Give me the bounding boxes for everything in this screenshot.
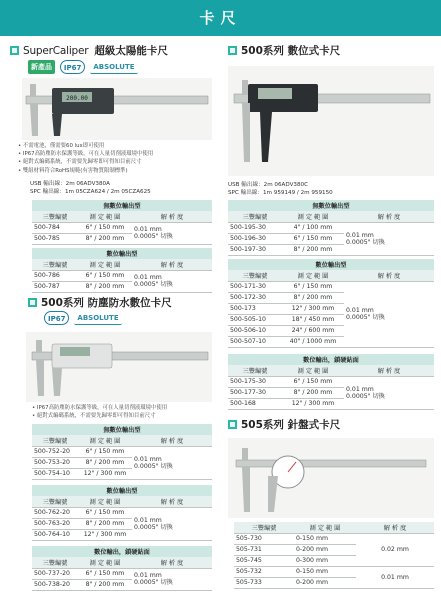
- cell-range: 8" / 200 mm: [282, 292, 344, 303]
- cell-res: [132, 222, 212, 244]
- cell-range: 8" / 200 mm: [78, 518, 132, 529]
- col-res: 解 析 度: [344, 211, 434, 222]
- note-line: • 絕對式編碼系統，不需要先歸零即可得知目前尺寸: [32, 413, 156, 420]
- spc-cable-line: SPC 輸出線：1m 05CZA624 / 2m 05CZA625: [30, 188, 151, 195]
- supercaliper-brand: SuperCaliper: [23, 45, 89, 57]
- cell-code: 500-762-20: [32, 507, 78, 518]
- dial505-table: [234, 522, 434, 589]
- res-mm: 0.01 mm: [134, 572, 162, 579]
- cell-res: [344, 281, 434, 347]
- table-row: [32, 222, 212, 233]
- cell-code: 505-730: [234, 533, 294, 544]
- table-row: [32, 446, 212, 457]
- cell-res: 0.01 mm: [356, 566, 434, 588]
- cell-res: [132, 507, 212, 540]
- cell-code: 500-786: [32, 270, 78, 281]
- res-mm: 0.01 mm: [134, 516, 162, 524]
- supercaliper-notes: [18, 142, 153, 175]
- res-mm: 0.01 mm: [134, 274, 162, 281]
- cell-range: 8" / 200 mm: [78, 579, 132, 590]
- supercaliper-title: 超級太陽能卡尺: [94, 45, 168, 57]
- cell-code: 500-738-20: [32, 579, 78, 590]
- waterproof-title: 500系列 防塵防水數位卡尺: [41, 297, 172, 309]
- section-square-icon: [28, 298, 37, 307]
- cell-code: 505-732: [234, 566, 294, 577]
- res-inch: 0.0005" 切換: [134, 579, 173, 586]
- col-res: 解 析 度: [132, 496, 212, 507]
- cell-code: 500-171-30: [228, 281, 282, 292]
- cell-code: 500-168: [228, 398, 282, 409]
- cell-range: 12" / 300 mm: [282, 303, 344, 314]
- cell-range: 0-200 mm: [294, 577, 356, 588]
- cell-res: [132, 270, 212, 292]
- cell-code: 500-784: [32, 222, 78, 233]
- cell-code: 500-173: [228, 303, 282, 314]
- cell-code: 500-507-10: [228, 336, 282, 347]
- res-mm: 0.01 mm: [346, 231, 374, 239]
- col-res: 解 析 度: [356, 522, 434, 533]
- supercaliper-badges: [28, 60, 141, 76]
- res-inch: 0.0005" 切換: [134, 233, 173, 240]
- cell-res: 0.02 mm: [356, 533, 434, 566]
- cell-code: 500-787: [32, 281, 78, 292]
- col-code: 三豐編號: [228, 270, 282, 281]
- col-range: 測 定 範 圍: [294, 522, 356, 533]
- cell-range: 6" / 150 mm: [282, 233, 344, 244]
- note-line: • IP67高防塵防水保護等級，可在人量切削液環境中使用: [32, 405, 168, 411]
- table-group-title: 數位輸出型: [228, 259, 434, 270]
- col-range: 測 定 範 圍: [78, 496, 132, 507]
- series500-table-3: [228, 354, 434, 410]
- cell-res: [344, 222, 434, 255]
- section-square-icon: [228, 420, 237, 429]
- cell-code: 500-196-30: [228, 233, 282, 244]
- table-group-title: 無數位輸出型: [32, 200, 212, 211]
- col-res: 解 析 度: [344, 270, 434, 281]
- table-row: [32, 270, 212, 281]
- cell-range: 6" / 150 mm: [282, 376, 344, 387]
- usb-cable-line: USB 輸出線：2m 06ADV380C: [228, 182, 308, 188]
- res-inch: 0.0005" 切換: [346, 314, 385, 321]
- cell-res: [132, 446, 212, 479]
- col-code: 三豐編號: [32, 435, 78, 446]
- cell-code: 500-764-10: [32, 529, 78, 540]
- note-line: • 不需電池，僅需要60 lux即可使用: [18, 143, 105, 149]
- note-line: • IP67高防塵防水保護等級，可在人量切削液環境中使用: [18, 151, 154, 158]
- cell-code: 500-753-20: [32, 457, 78, 468]
- cell-code: 500-763-20: [32, 518, 78, 529]
- col-res: 解 析 度: [132, 211, 212, 222]
- cell-range: 0-150 mm: [294, 533, 356, 544]
- cell-range: 8" / 200 mm: [78, 281, 132, 292]
- cell-range: 8" / 200 mm: [78, 457, 132, 468]
- col-res: 解 析 度: [132, 557, 212, 568]
- cell-code: 500-175-30: [228, 376, 282, 387]
- cell-range: 18" / 450 mm: [282, 314, 344, 325]
- waterproof-table-3: [32, 546, 212, 591]
- col-range: 測 定 範 圍: [282, 365, 344, 376]
- series500-heading: [228, 44, 340, 58]
- res-inch: 0.0005" 切換: [134, 523, 173, 531]
- table-row: [234, 566, 434, 577]
- cell-range: 24" / 600 mm: [282, 325, 344, 336]
- table-group-title: 無數位輸出型: [32, 424, 212, 435]
- res-inch: 0.0005" 切換: [134, 462, 173, 470]
- supercaliper-table-1: [32, 200, 212, 245]
- series500-table-1: [228, 200, 434, 256]
- waterproof-badges: [44, 311, 125, 327]
- table-group-title: 無數位輸出型: [228, 200, 434, 211]
- absolute-logo: ABSOLUTE: [74, 311, 121, 325]
- note-line: • 雙組材料符合RoHS規範(有害物質限制標準): [18, 167, 128, 174]
- caliper-icon: [228, 66, 434, 176]
- cell-range: 6" / 150 mm: [78, 222, 132, 233]
- series500-caliper-photo: [228, 66, 434, 176]
- cell-range: 4" / 100 mm: [282, 222, 344, 233]
- col-res: 解 析 度: [132, 435, 212, 446]
- cell-range: 0-200 mm: [294, 544, 356, 555]
- res-inch: 0.0005" 切換: [346, 238, 385, 246]
- res-mm: 0.01 mm: [134, 455, 162, 463]
- table-row: [32, 568, 212, 579]
- usb-cable-line: USB 輸出線：2m 06ADV380A: [30, 181, 110, 187]
- col-res: 解 析 度: [132, 259, 212, 270]
- cell-code: 500-754-10: [32, 468, 78, 479]
- dial505-heading: [228, 418, 340, 432]
- waterproof-caliper-photo: [26, 332, 212, 402]
- supercaliper-photo: [22, 78, 212, 140]
- dial505-title: 505系列 針盤式卡尺: [241, 419, 341, 431]
- col-code: 三豐編號: [32, 211, 78, 222]
- section-square-icon: [228, 46, 237, 55]
- waterproof-heading: [28, 296, 172, 310]
- caliper-icon: [228, 438, 434, 518]
- cell-range: 12" / 300 mm: [78, 529, 132, 540]
- cell-range: 8" / 200 mm: [282, 387, 344, 398]
- table-group-title: 數位輸出型: [32, 485, 212, 496]
- series500-title: 500系列 數位式卡尺: [241, 45, 341, 57]
- cell-range: 8" / 200 mm: [282, 244, 344, 255]
- ip67-badge: IP67: [44, 311, 69, 325]
- res-inch: 0.0005" 切換: [134, 281, 173, 288]
- caliper-icon: [22, 78, 212, 140]
- col-res: 解 析 度: [344, 365, 434, 376]
- waterproof-table-1: [32, 424, 212, 480]
- table-row: [234, 533, 434, 544]
- series500-cables: [228, 182, 333, 197]
- page-title: 卡尺: [199, 9, 242, 27]
- col-code: 三豐編號: [234, 522, 294, 533]
- cell-range: 6" / 150 mm: [78, 568, 132, 579]
- ip67-badge: IP67: [60, 60, 85, 74]
- dial-caliper-photo: [228, 438, 434, 518]
- table-row: [228, 281, 434, 292]
- cell-code: 500-177-30: [228, 387, 282, 398]
- series500-table-2: [228, 259, 434, 348]
- cell-res: [132, 568, 212, 590]
- title-banner: [0, 0, 441, 36]
- table-group-title: 數位輸出，鎖硬鉆面: [32, 546, 212, 557]
- cell-code: 500-506-10: [228, 325, 282, 336]
- col-code: 三豐編號: [32, 557, 78, 568]
- new-product-badge: 新產品: [28, 60, 55, 74]
- table-group-title: 數位輸出，鎖硬鉆面: [228, 354, 434, 365]
- supercaliper-table-2: [32, 248, 212, 293]
- cell-code: 500-195-30: [228, 222, 282, 233]
- supercaliper-display: 200.00: [66, 95, 88, 102]
- note-line: • 絕對式編碼系統，不需要先歸零即可得知目前尺寸: [18, 159, 142, 166]
- cell-range: 0-150 mm: [294, 566, 356, 577]
- waterproof-notes: [32, 404, 167, 420]
- supercaliper-heading: [10, 44, 168, 58]
- cell-range: 8" / 200 mm: [78, 233, 132, 244]
- cell-range: 12" / 300 mm: [78, 468, 132, 479]
- col-range: 測 定 範 圍: [78, 259, 132, 270]
- cell-range: 6" / 150 mm: [78, 446, 132, 457]
- cell-code: 505-733: [234, 577, 294, 588]
- col-code: 三豐編號: [32, 496, 78, 507]
- cell-code: 500-737-20: [32, 568, 78, 579]
- res-mm: 0.01 mm: [346, 307, 374, 314]
- cell-range: 12" / 300 mm: [282, 398, 344, 409]
- res-inch: 0.0005" 切換: [346, 392, 385, 400]
- col-range: 測 定 範 圍: [78, 435, 132, 446]
- cell-code: 505-745: [234, 555, 294, 566]
- col-code: 三豐編號: [32, 259, 78, 270]
- spc-cable-line: SPC 輸出線：1m 959149 / 2m 959150: [228, 189, 333, 196]
- col-range: 測 定 範 圍: [78, 211, 132, 222]
- col-code: 三豐編號: [228, 365, 282, 376]
- waterproof-table-2: [32, 485, 212, 541]
- table-group-title: 數位輸出型: [32, 248, 212, 259]
- col-range: 測 定 範 圍: [282, 270, 344, 281]
- cell-range: 6" / 150 mm: [78, 270, 132, 281]
- cell-code: 500-505-10: [228, 314, 282, 325]
- table-row: [228, 222, 434, 233]
- cell-range: 6" / 150 mm: [282, 281, 344, 292]
- cell-res: [344, 376, 434, 409]
- cell-code: 500-785: [32, 233, 78, 244]
- col-code: 三豐編號: [228, 211, 282, 222]
- res-mm: 0.01 mm: [346, 385, 374, 393]
- col-range: 測 定 範 圍: [282, 211, 344, 222]
- cell-range: 0-300 mm: [294, 555, 356, 566]
- cell-range: 40" / 1000 mm: [282, 336, 344, 347]
- col-range: 測 定 範 圍: [78, 557, 132, 568]
- caliper-icon: [26, 332, 212, 402]
- res-mm: 0.01 mm: [134, 226, 162, 233]
- cell-code: 500-197-30: [228, 244, 282, 255]
- absolute-logo: ABSOLUTE: [90, 60, 137, 74]
- cell-code: 505-731: [234, 544, 294, 555]
- supercaliper-cables: [30, 181, 151, 196]
- cell-code: 500-752-20: [32, 446, 78, 457]
- cell-range: 6" / 150 mm: [78, 507, 132, 518]
- cell-code: 500-172-30: [228, 292, 282, 303]
- table-row: [228, 376, 434, 387]
- table-row: [32, 507, 212, 518]
- section-square-icon: [10, 46, 19, 55]
